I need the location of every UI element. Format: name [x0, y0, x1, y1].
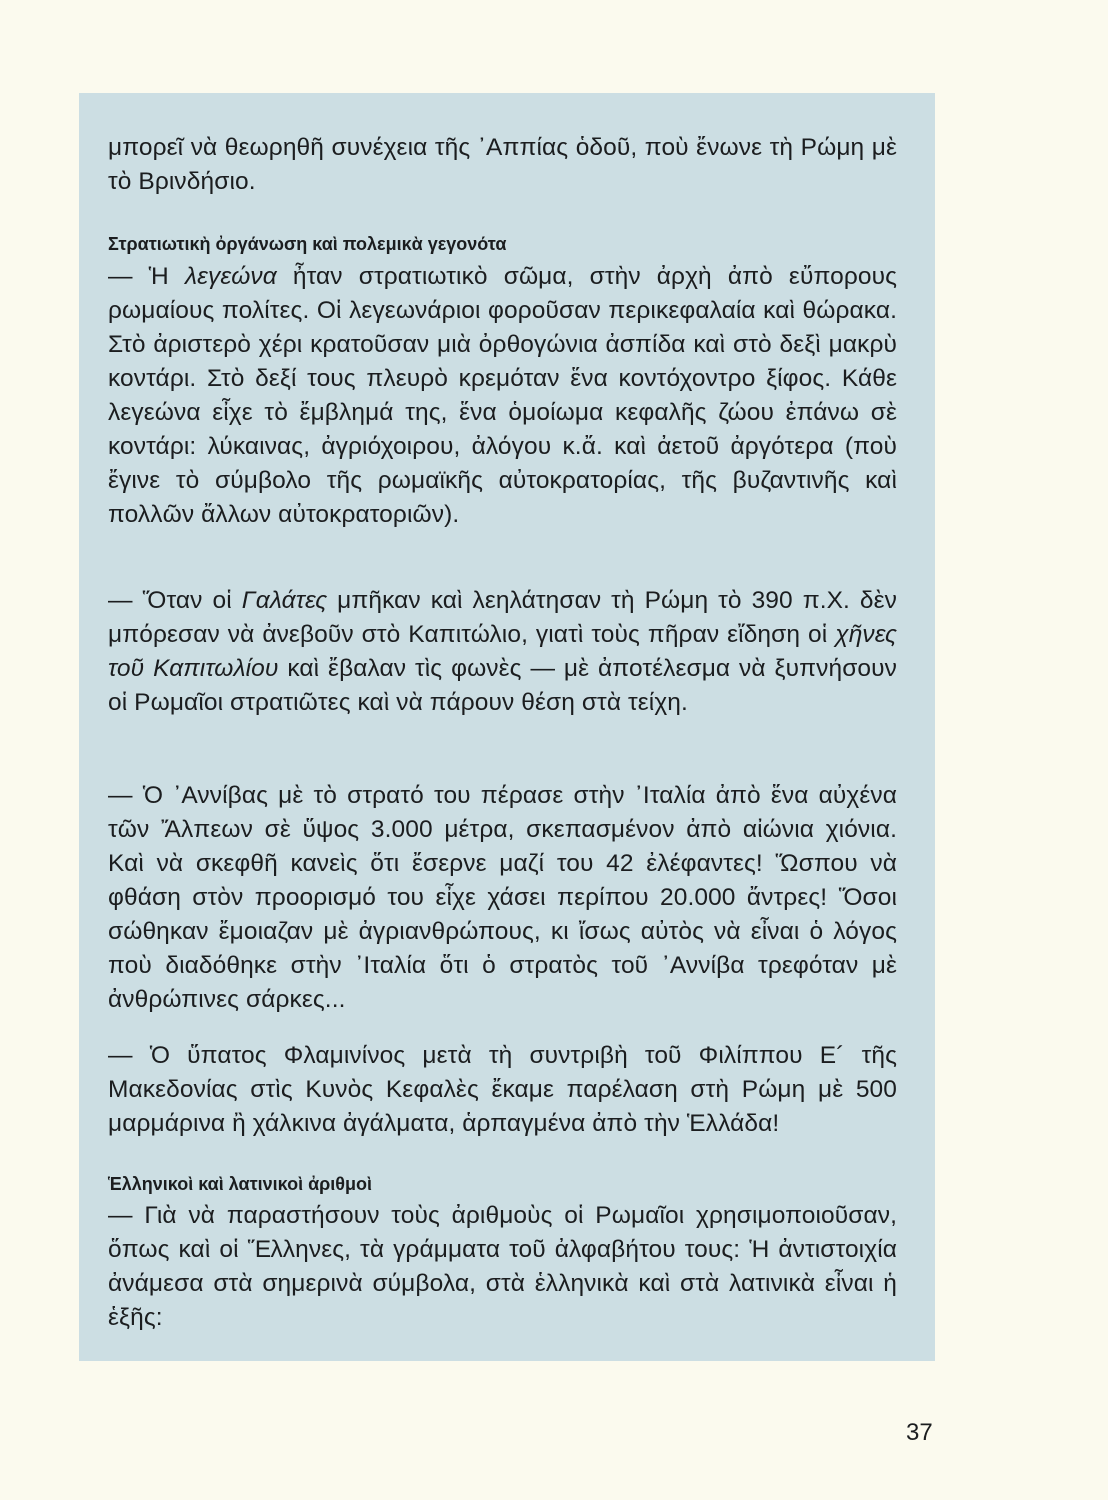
legion-prefix: — Ἡ [108, 263, 185, 290]
legion-term: λεγεώνα [184, 263, 277, 290]
gauls-suffix: καὶ ἔβαλαν τὶς φωνὲς — μὲ ἀποτέλεσμα νὰ ξυπνήσουν οἱ Ρωμαῖοι στρατιῶτες καὶ νὰ πάρουν θέση στὰ τείχη. [108, 655, 897, 716]
section-heading-military: Στρατιωτικὴ ὀργάνωση καὶ πολεμικὰ γεγονότα [108, 234, 507, 254]
gauls-prefix: — Ὅταν οἱ [108, 587, 242, 614]
gauls-mid: μπῆκαν καὶ λεηλάτησαν τὴ Ρώμη τὸ 390 π.Χ. δὲν μπόρεσαν νὰ ἀνεβοῦν στὸ Καπιτώλιο, γιατὶ τοὺς πῆραν εἴδηση οἱ [108, 587, 897, 648]
legion-text: ἦταν στρατιωτικὸ σῶμα, στὴν ἀρχὴ ἀπὸ εὔπορους ρωμαίους πολίτες. Οἱ λεγεωνάριοι φοροῦσαν περικεφαλαία καὶ θώρακα. Στὸ ἀριστερὸ χέρι κρατοῦσαν μιὰ ὀρθογώνια ἀσπίδα καὶ στὸ δεξὶ μακρὺ κοντάρι. Στὸ δεξί τους πλευρὸ κρεμόταν ἕνα κοντόχοντρο ξίφος. Κάθε λεγεώνα εἶχε τὸ ἔμβλημά της, ἕνα ὁμοίωμα κεφαλῆς ζώου ἐπάνω σὲ κοντάρι: λύκαινας, ἀγριόχοιρου, ἀλόγου κ.ἄ. καὶ ἀετοῦ ἀργότερα (ποὺ ἔγινε τὸ σύμβολο τῆς ρωμαϊκῆς αὐτοκρατορίας, τῆς βυζαντινῆς καὶ πολλῶν ἄλλων αὐτοκρατοριῶν). [108, 263, 897, 528]
paragraph-gauls [108, 584, 897, 720]
paragraph-intro: μπορεῖ νὰ θεωρηθῆ συνέχεια τῆς ᾿Αππίας ὁδοῦ, ποὺ ἔνωνε τὴ Ρώμη μὲ τὸ Βρινδήσιο. [108, 134, 897, 195]
section-heading-numerals: Ἑλληνικοὶ καὶ λατινικοὶ ἀριθμοὶ [108, 1174, 373, 1194]
paragraph-numerals: — Γιὰ νὰ παραστήσουν τοὺς ἀριθμοὺς οἱ Ρωμαῖοι χρησιμοποιοῦσαν, ὅπως καὶ οἱ Ἕλληνες, τὰ γράμματα τοῦ ἀλφαβήτου τους: Ἡ ἀντιστοιχία ἀνάμεσα στὰ σημερινὰ σύμβολα, στὰ ἑλληνικὰ καὶ στὰ λατινικὰ εἶναι ἡ ἑξῆς: [108, 1202, 897, 1331]
paragraph-hannibal: — Ὁ ᾿Αννίβας μὲ τὸ στρατό του πέρασε στὴν ᾿Ιταλία ἀπὸ ἕνα αὐχένα τῶν Ἄλπεων σὲ ὕψος 3.000 μέτρα, σκεπασμένον ἀπὸ αἰώνια χιόνια. Καὶ νὰ σκεφθῆ κανεὶς ὅτι ἔσερνε μαζί του 42 ἐλέφαντες! Ὥσπου νὰ φθάση στὸν προορισμό του εἶχε χάσει περίπου 20.000 ἄντρες! Ὅσοι σώθηκαν ἔμοιαζαν μὲ ἀγριανθρώπους, κι ἴσως αὐτὸς νὰ εἶναι ὁ λόγος ποὺ διαδόθηκε στὴν ᾿Ιταλία ὅτι ὁ στρατὸς τοῦ ᾿Αννίβα τρεφόταν μὲ ἀνθρώπινες σάρκες... [108, 782, 897, 1013]
paragraph-flamininus: — Ὁ ὕπατος Φλαμινίνος μετὰ τὴ συντριβὴ τοῦ Φιλίππου Ε´ τῆς Μακεδονίας στὶς Κυνὸς Κεφαλὲς ἔκαμε παρέλαση στὴ Ρώμη μὲ 500 μαρμάρινα ἢ χάλκινα ἀγάλματα, ἁρπαγμένα ἀπὸ τὴν Ἑλλάδα! [108, 1042, 897, 1137]
gauls-term: Γαλάτες [241, 587, 328, 614]
capitol-geese-term: χῆνες τοῦ Καπιτωλίου [108, 621, 897, 682]
page-number: 37 [906, 1419, 933, 1446]
paragraph-legion [108, 260, 897, 532]
